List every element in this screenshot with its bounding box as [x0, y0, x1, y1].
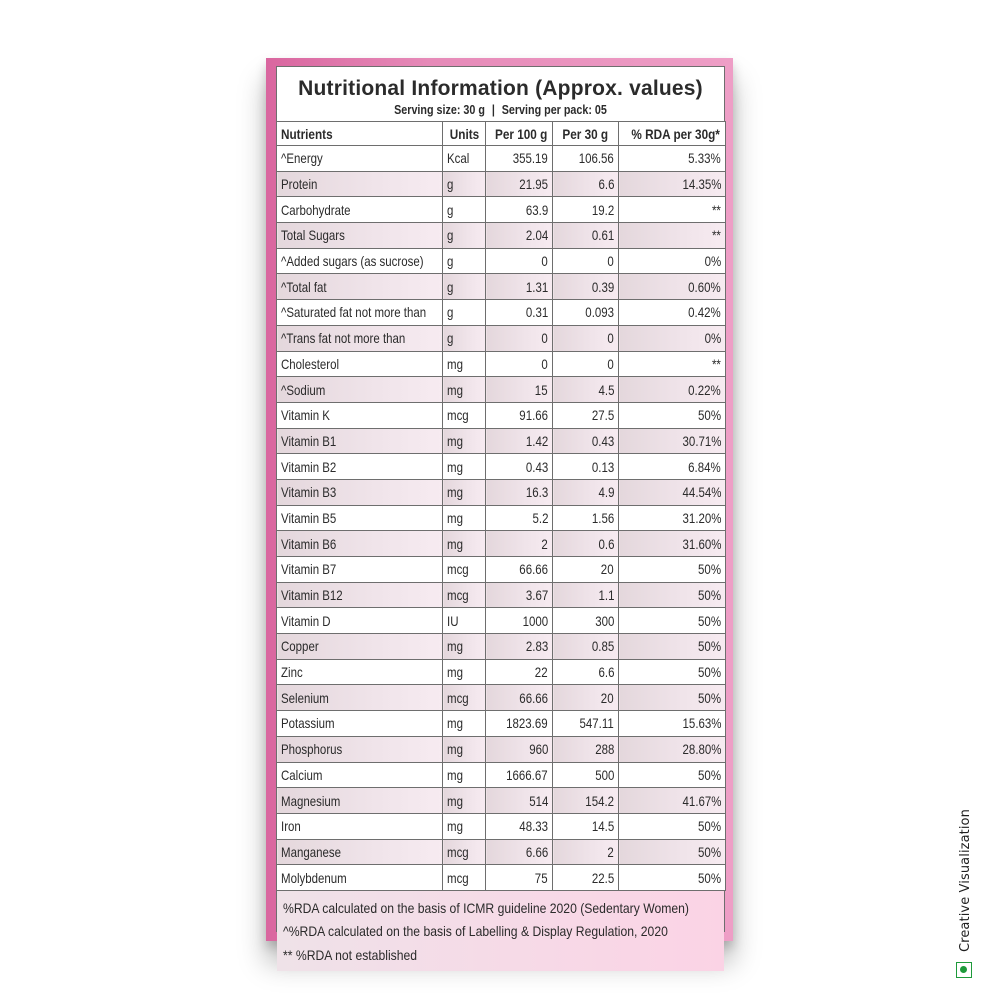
- value-per-30g: 0.61: [553, 223, 619, 249]
- value-per-100g: 0.43: [486, 454, 553, 480]
- nutrient-name: ^Total fat: [277, 274, 443, 300]
- table-row: [277, 454, 726, 480]
- value-per-30g: 4.9: [553, 479, 619, 505]
- table-row: [277, 428, 726, 454]
- table-header-row: [277, 122, 726, 146]
- value-per-100g: 21.95: [486, 171, 553, 197]
- nutrient-name: Calcium: [277, 762, 443, 788]
- value-per-30g: 22.5: [553, 865, 619, 891]
- value-per-100g: 1823.69: [486, 711, 553, 737]
- value-rda: 41.67%: [619, 788, 726, 814]
- nutrient-unit: mg: [443, 736, 486, 762]
- value-per-100g: 66.66: [486, 685, 553, 711]
- value-per-30g: 0.39: [553, 274, 619, 300]
- value-per-30g: 0.093: [553, 300, 619, 326]
- nutrient-name: Cholesterol: [277, 351, 443, 377]
- table-row: [277, 813, 726, 839]
- value-per-100g: 0: [486, 351, 553, 377]
- nutrient-unit: g: [443, 197, 486, 223]
- table-row: [277, 865, 726, 891]
- value-per-30g: 106.56: [553, 146, 619, 172]
- nutrient-unit: mg: [443, 428, 486, 454]
- table-body: [277, 146, 726, 891]
- nutrient-unit: g: [443, 325, 486, 351]
- nutrient-name: Total Sugars: [277, 223, 443, 249]
- table-row: [277, 505, 726, 531]
- value-per-100g: 91.66: [486, 402, 553, 428]
- value-per-30g: 300: [553, 608, 619, 634]
- column-header-per-100g: Per 100 g: [486, 122, 553, 146]
- value-per-100g: 15: [486, 377, 553, 403]
- value-rda: 5.33%: [619, 146, 726, 172]
- table-row: [277, 248, 726, 274]
- value-rda: **: [619, 223, 726, 249]
- nutrient-name: Vitamin B2: [277, 454, 443, 480]
- serving-separator: |: [491, 103, 495, 117]
- value-per-100g: 3.67: [486, 582, 553, 608]
- veg-mark-icon: [956, 962, 972, 978]
- veg-mark-dot: [960, 966, 967, 973]
- nutrient-unit: g: [443, 248, 486, 274]
- nutrient-name: Vitamin B1: [277, 428, 443, 454]
- nutrient-unit: IU: [443, 608, 486, 634]
- table-row: [277, 736, 726, 762]
- value-per-30g: 1.1: [553, 582, 619, 608]
- table-row: [277, 351, 726, 377]
- table-row: [277, 146, 726, 172]
- nutrient-name: Manganese: [277, 839, 443, 865]
- nutrient-name: ^Trans fat not more than: [277, 325, 443, 351]
- value-per-100g: 355.19: [486, 146, 553, 172]
- servings-per-pack: Serving per pack: 05: [501, 103, 607, 117]
- value-rda: 31.60%: [619, 531, 726, 557]
- value-rda: 50%: [619, 813, 726, 839]
- nutrient-name: Vitamin B5: [277, 505, 443, 531]
- value-rda: 50%: [619, 608, 726, 634]
- footnote-not-established: ** %RDA not established: [283, 946, 418, 963]
- panel-header: [277, 67, 724, 121]
- nutrient-name: Iron: [277, 813, 443, 839]
- table-row: [277, 634, 726, 660]
- value-per-30g: 0: [553, 248, 619, 274]
- nutrient-name: Molybdenum: [277, 865, 443, 891]
- value-per-100g: 2.83: [486, 634, 553, 660]
- value-per-100g: 75: [486, 865, 553, 891]
- value-per-100g: 66.66: [486, 557, 553, 583]
- nutrient-unit: g: [443, 274, 486, 300]
- value-per-30g: 6.6: [553, 171, 619, 197]
- nutrient-unit: mcg: [443, 839, 486, 865]
- footnote-icmr: %RDA calculated on the basis of ICMR guideline 2020 (Sedentary Women): [283, 899, 689, 916]
- table-row: [277, 711, 726, 737]
- table-row: [277, 325, 726, 351]
- value-per-100g: 2.04: [486, 223, 553, 249]
- value-per-30g: 1.56: [553, 505, 619, 531]
- value-rda: **: [619, 351, 726, 377]
- nutrient-unit: g: [443, 223, 486, 249]
- value-rda: 31.20%: [619, 505, 726, 531]
- value-per-100g: 48.33: [486, 813, 553, 839]
- value-per-30g: 154.2: [553, 788, 619, 814]
- nutrient-unit: mg: [443, 711, 486, 737]
- value-per-100g: 2: [486, 531, 553, 557]
- serving-info: [308, 102, 692, 118]
- value-per-100g: 514: [486, 788, 553, 814]
- nutrient-unit: mg: [443, 479, 486, 505]
- table-row: [277, 685, 726, 711]
- nutrient-name: Magnesium: [277, 788, 443, 814]
- column-header-per-30g: Per 30 g: [553, 122, 619, 146]
- table-row: [277, 402, 726, 428]
- value-per-100g: 16.3: [486, 479, 553, 505]
- nutrient-unit: mcg: [443, 685, 486, 711]
- nutrient-name: Zinc: [277, 659, 443, 685]
- nutrient-unit: mg: [443, 351, 486, 377]
- column-header-units: Units: [443, 122, 486, 146]
- value-per-30g: 0.13: [553, 454, 619, 480]
- value-per-30g: 0: [553, 325, 619, 351]
- value-per-30g: 27.5: [553, 402, 619, 428]
- nutrient-name: Vitamin D: [277, 608, 443, 634]
- nutrient-name: Vitamin B12: [277, 582, 443, 608]
- nutrient-unit: mg: [443, 659, 486, 685]
- value-per-100g: 960: [486, 736, 553, 762]
- nutrient-unit: Kcal: [443, 146, 486, 172]
- table-row: [277, 479, 726, 505]
- column-header-nutrients: Nutrients: [277, 122, 443, 146]
- footnotes: [277, 891, 724, 971]
- value-per-30g: 2: [553, 839, 619, 865]
- value-per-30g: 14.5: [553, 813, 619, 839]
- table-row: [277, 300, 726, 326]
- value-rda: 0%: [619, 248, 726, 274]
- brand-label: Creative Visualization: [958, 809, 973, 952]
- table-row: [277, 223, 726, 249]
- value-per-100g: 1.31: [486, 274, 553, 300]
- nutrient-unit: mg: [443, 762, 486, 788]
- table-row: [277, 659, 726, 685]
- value-per-30g: 6.6: [553, 659, 619, 685]
- nutrient-name: Phosphorus: [277, 736, 443, 762]
- table-row: [277, 557, 726, 583]
- value-rda: 28.80%: [619, 736, 726, 762]
- value-rda: 6.84%: [619, 454, 726, 480]
- value-rda: 50%: [619, 865, 726, 891]
- value-per-30g: 0.6: [553, 531, 619, 557]
- value-rda: 50%: [619, 634, 726, 660]
- column-header-rda: % RDA per 30g*: [619, 122, 726, 146]
- nutrition-panel: [266, 58, 733, 963]
- value-rda: 14.35%: [619, 171, 726, 197]
- value-per-30g: 0.43: [553, 428, 619, 454]
- value-per-30g: 288: [553, 736, 619, 762]
- nutrient-unit: mcg: [443, 582, 486, 608]
- value-per-100g: 22: [486, 659, 553, 685]
- nutrient-name: Vitamin B6: [277, 531, 443, 557]
- value-rda: 50%: [619, 762, 726, 788]
- value-rda: 15.63%: [619, 711, 726, 737]
- nutrient-name: Potassium: [277, 711, 443, 737]
- nutrient-unit: mcg: [443, 402, 486, 428]
- value-per-100g: 0.31: [486, 300, 553, 326]
- nutrient-unit: g: [443, 171, 486, 197]
- table-row: [277, 274, 726, 300]
- value-per-30g: 0.85: [553, 634, 619, 660]
- value-per-30g: 20: [553, 685, 619, 711]
- table-row: [277, 582, 726, 608]
- nutrient-unit: mcg: [443, 865, 486, 891]
- value-per-100g: 63.9: [486, 197, 553, 223]
- nutrient-unit: g: [443, 300, 486, 326]
- table-row: [277, 197, 726, 223]
- value-per-100g: 1.42: [486, 428, 553, 454]
- value-rda: **: [619, 197, 726, 223]
- nutrient-name: Vitamin B7: [277, 557, 443, 583]
- value-per-100g: 1000: [486, 608, 553, 634]
- value-per-30g: 547.11: [553, 711, 619, 737]
- table-row: [277, 171, 726, 197]
- nutrient-name: Protein: [277, 171, 443, 197]
- panel-title: Nutritional Information (Approx. values): [298, 77, 703, 100]
- value-per-30g: 500: [553, 762, 619, 788]
- nutrient-unit: mg: [443, 531, 486, 557]
- table-row: [277, 839, 726, 865]
- table-row: [277, 608, 726, 634]
- value-rda: 50%: [619, 839, 726, 865]
- value-rda: 0%: [619, 325, 726, 351]
- table-row: [277, 531, 726, 557]
- nutrient-name: ^Saturated fat not more than: [277, 300, 443, 326]
- nutrient-name: ^Sodium: [277, 377, 443, 403]
- nutrient-name: Copper: [277, 634, 443, 660]
- value-rda: 0.60%: [619, 274, 726, 300]
- table-row: [277, 377, 726, 403]
- nutrient-name: Selenium: [277, 685, 443, 711]
- nutrition-table: [276, 121, 726, 891]
- value-per-30g: 19.2: [553, 197, 619, 223]
- value-rda: 0.42%: [619, 300, 726, 326]
- nutrient-unit: mcg: [443, 557, 486, 583]
- value-rda: 50%: [619, 582, 726, 608]
- value-per-100g: 0: [486, 248, 553, 274]
- value-per-30g: 20: [553, 557, 619, 583]
- value-rda: 50%: [619, 685, 726, 711]
- serving-size: Serving size: 30 g: [394, 103, 485, 117]
- nutrient-name: Vitamin K: [277, 402, 443, 428]
- nutrient-unit: mg: [443, 505, 486, 531]
- nutrition-card: [276, 66, 725, 963]
- nutrient-unit: mg: [443, 788, 486, 814]
- nutrient-name: ^Added sugars (as sucrose): [277, 248, 443, 274]
- value-per-30g: 0: [553, 351, 619, 377]
- value-rda: 44.54%: [619, 479, 726, 505]
- nutrient-unit: mg: [443, 454, 486, 480]
- nutrient-unit: mg: [443, 634, 486, 660]
- value-rda: 50%: [619, 659, 726, 685]
- value-rda: 50%: [619, 557, 726, 583]
- table-row: [277, 762, 726, 788]
- nutrient-name: ^Energy: [277, 146, 443, 172]
- value-rda: 50%: [619, 402, 726, 428]
- nutrient-unit: mg: [443, 813, 486, 839]
- nutrient-name: Carbohydrate: [277, 197, 443, 223]
- table-row: [277, 788, 726, 814]
- value-rda: 0.22%: [619, 377, 726, 403]
- value-per-100g: 5.2: [486, 505, 553, 531]
- value-per-100g: 1666.67: [486, 762, 553, 788]
- value-per-30g: 4.5: [553, 377, 619, 403]
- value-rda: 30.71%: [619, 428, 726, 454]
- value-per-100g: 6.66: [486, 839, 553, 865]
- footnote-labelling: ^%RDA calculated on the basis of Labelling & Display Regulation, 2020: [283, 923, 668, 940]
- value-per-100g: 0: [486, 325, 553, 351]
- nutrient-name: Vitamin B3: [277, 479, 443, 505]
- nutrient-unit: mg: [443, 377, 486, 403]
